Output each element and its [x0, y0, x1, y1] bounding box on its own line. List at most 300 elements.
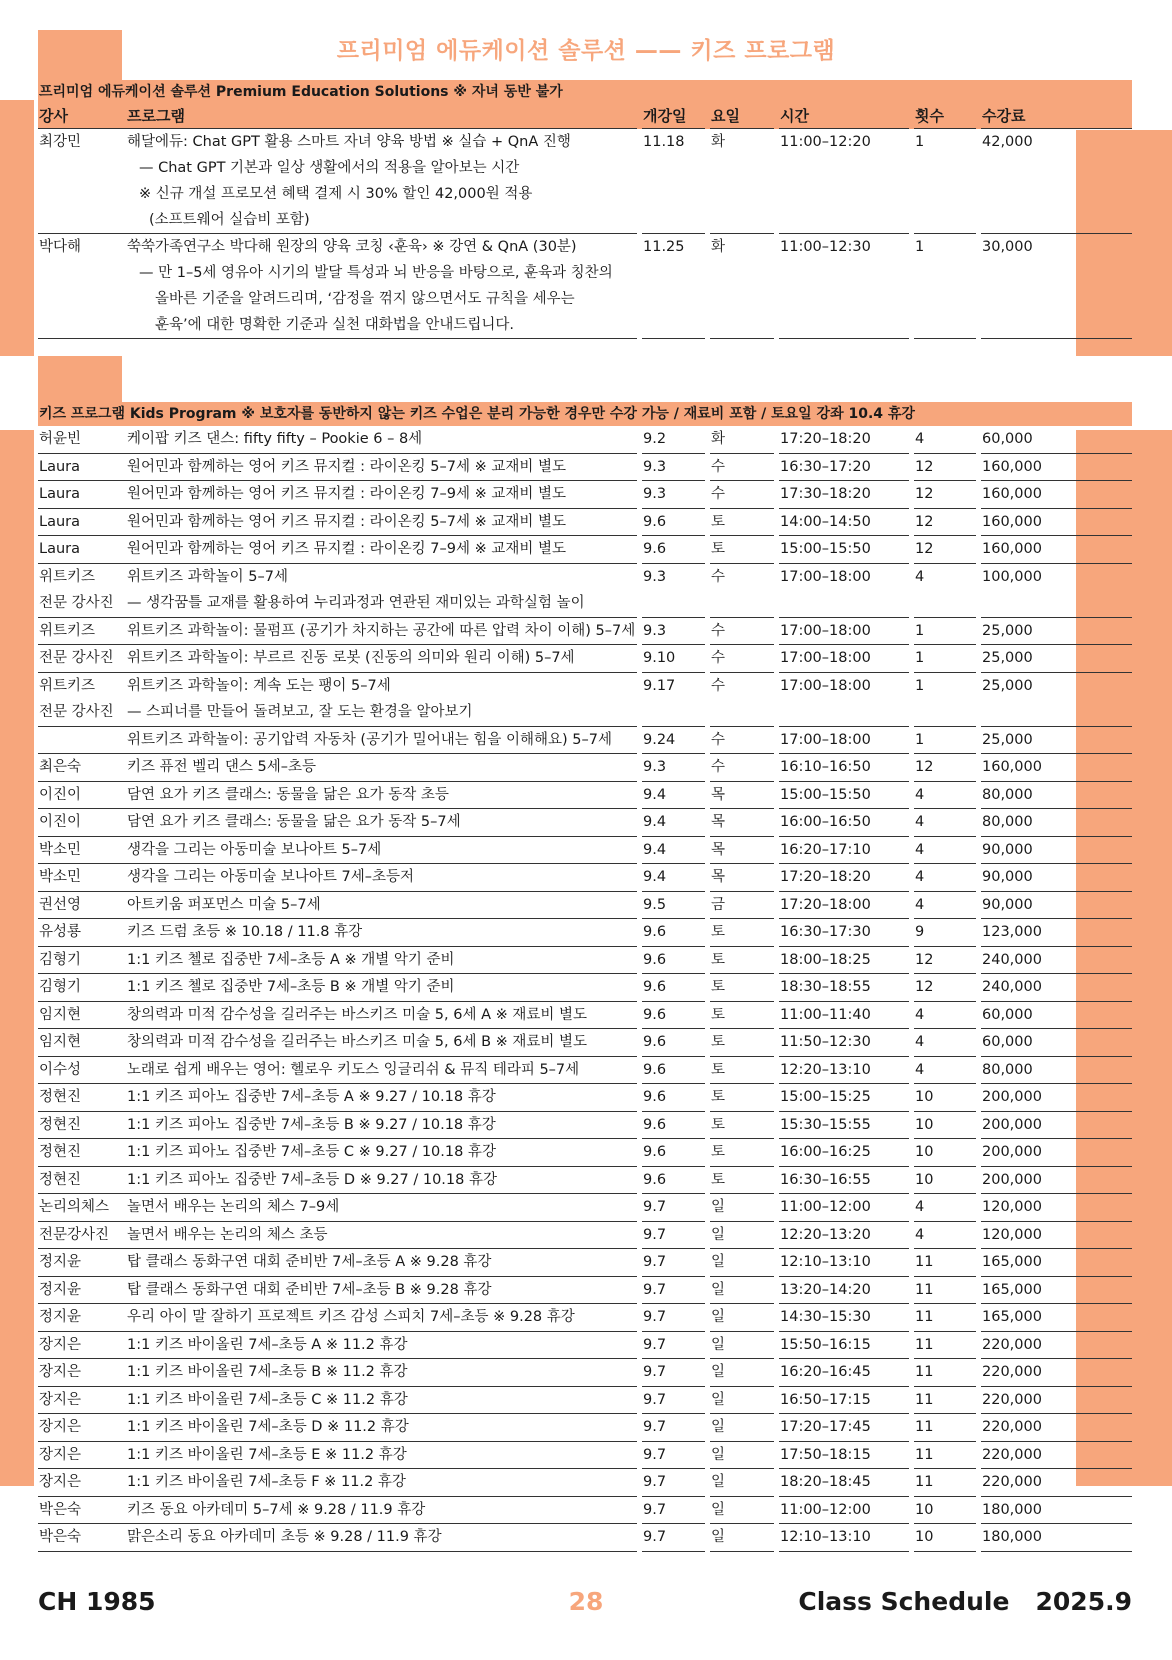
program-cell: 키즈 드럼 초등 ※ 10.18 / 11.8 휴강	[126, 919, 637, 947]
time-cell: 15:30–15:55	[779, 1112, 909, 1140]
start-date-cell: 9.6	[642, 1029, 705, 1057]
instructor-cell: 정지윤	[38, 1277, 126, 1305]
program-cell: 위트키즈 과학놀이: 물펌프 (공기가 차지하는 공간에 따른 압력 차이 이해) 5–7세	[126, 618, 637, 646]
table-row	[38, 673, 1132, 700]
program-cell: 위트키즈 과학놀이: 부르르 진동 로봇 (진동의 의미와 원리 이해) 5–7세	[126, 645, 637, 673]
instructor-cell: 정지윤	[38, 1304, 126, 1332]
count-cell: 11	[914, 1249, 976, 1277]
day-cell: 토	[710, 1112, 774, 1140]
time-cell: 18:30–18:55	[779, 974, 909, 1002]
program-cell: 1:1 키즈 첼로 집중반 7세–초등 B ※ 개별 악기 준비	[126, 974, 637, 1002]
table-row	[38, 864, 1132, 892]
premium-column-header-row	[38, 104, 1132, 129]
count-cell: 1	[914, 234, 976, 339]
instructor-cell: 정현진	[38, 1112, 126, 1140]
col-program: 프로그램	[126, 104, 637, 129]
day-cell: 수	[710, 618, 774, 646]
count-cell: 11	[914, 1359, 976, 1387]
instructor-cell: 유성룡	[38, 919, 126, 947]
count-cell: 1	[914, 727, 976, 755]
day-cell: 토	[710, 1029, 774, 1057]
program-cell: 1:1 키즈 바이올린 7세–초등 B ※ 11.2 휴강	[126, 1359, 637, 1387]
instructor-cell: 장지은	[38, 1469, 126, 1497]
table-row	[38, 947, 1132, 975]
table-row	[38, 1442, 1132, 1470]
time-cell: 15:00–15:25	[779, 1084, 909, 1112]
fee-cell: 90,000	[981, 892, 1132, 920]
start-date-cell: 9.6	[642, 1139, 705, 1167]
day-cell: 일	[710, 1524, 774, 1552]
table-row	[38, 1002, 1132, 1030]
program-cell: 놀면서 배우는 논리의 체스 7–9세	[126, 1194, 637, 1222]
start-date-cell: 9.4	[642, 809, 705, 837]
start-date-cell: 9.3	[642, 618, 705, 646]
fee-cell: 180,000	[981, 1497, 1132, 1525]
time-cell: 18:20–18:45	[779, 1469, 909, 1497]
time-cell: 17:20–18:20	[779, 426, 909, 454]
table-row	[38, 1222, 1132, 1250]
start-date-cell: 9.4	[642, 864, 705, 892]
day-cell: 토	[710, 1167, 774, 1195]
instructor-cell: 장지은	[38, 1442, 126, 1470]
fee-cell: 220,000	[981, 1469, 1132, 1497]
day-cell: 화	[710, 234, 774, 339]
program-cell: 1:1 키즈 피아노 집중반 7세–초등 B ※ 9.27 / 10.18 휴강	[126, 1112, 637, 1140]
time-cell	[779, 590, 909, 618]
instructor-cell: 정현진	[38, 1167, 126, 1195]
instructor-cell: 정지윤	[38, 1249, 126, 1277]
program-line: — 만 1–5세 영유아 시기의 발달 특성과 뇌 반응을 바탕으로, 훈육과 칭찬의	[139, 265, 613, 281]
day-cell: 일	[710, 1387, 774, 1415]
program-cell: 원어민과 함께하는 영어 키즈 뮤지컬 : 라이온킹 7–9세 ※ 교재비 별도	[126, 536, 637, 564]
day-cell: 일	[710, 1442, 774, 1470]
time-cell: 17:00–18:00	[779, 618, 909, 646]
premium-section-header: 프리미엄 에듀케이션 솔루션 Premium Education Solutions ※ 자녀 동반 불가	[38, 80, 1132, 104]
program-cell: 1:1 키즈 바이올린 7세–초등 F ※ 11.2 휴강	[126, 1469, 637, 1497]
start-date-cell: 9.6	[642, 509, 705, 537]
time-cell: 16:30–16:55	[779, 1167, 909, 1195]
fee-cell: 240,000	[981, 974, 1132, 1002]
instructor-cell: 정현진	[38, 1084, 126, 1112]
instructor-cell: 논리의체스	[38, 1194, 126, 1222]
table-row	[38, 509, 1132, 537]
count-cell: 11	[914, 1332, 976, 1360]
time-cell: 17:00–18:00	[779, 727, 909, 755]
program-line: ※ 신규 개설 프로모션 혜택 결제 시 30% 할인 42,000원 적용	[139, 186, 533, 202]
start-date-cell: 9.17	[643, 677, 676, 694]
count-cell: 12	[914, 481, 976, 509]
col-day: 요일	[710, 104, 774, 129]
instructor-cell: 이수성	[38, 1057, 126, 1085]
table-row	[38, 454, 1132, 482]
time-cell: 11:00–12:30	[779, 234, 909, 339]
count-cell: 1	[914, 618, 976, 646]
fee-cell: 30,000	[981, 234, 1132, 339]
program-line: (소프트웨어 실습비 포함)	[149, 212, 310, 228]
page-title: 프리미엄 에듀케이션 솔루션 —— 키즈 프로그램	[336, 38, 836, 64]
start-date-cell: 9.7	[642, 1387, 705, 1415]
program-cell: 1:1 키즈 바이올린 7세–초등 A ※ 11.2 휴강	[126, 1332, 637, 1360]
count-cell: 11	[914, 1414, 976, 1442]
program-cell: 생각을 그리는 아동미술 보나아트 5–7세	[126, 837, 637, 865]
instructor-cell: Laura	[38, 454, 126, 482]
premium-table	[38, 104, 1132, 339]
table-row	[38, 754, 1132, 782]
fee-cell: 160,000	[981, 454, 1132, 482]
fee-cell: 220,000	[981, 1332, 1132, 1360]
program-cell: 위트키즈 과학놀이: 공기압력 자동차 (공기가 밀어내는 힘을 이해해요) 5–7세	[126, 727, 637, 755]
kids-table	[38, 426, 1132, 1552]
time-cell: 16:30–17:30	[779, 919, 909, 947]
instructor-cell: 최은숙	[38, 754, 126, 782]
count-cell: 4	[914, 1029, 976, 1057]
footer-brand: CH 1985	[38, 1587, 156, 1616]
day-cell: 일	[710, 1222, 774, 1250]
time-cell: 16:00–16:25	[779, 1139, 909, 1167]
start-date-cell: 9.3	[642, 481, 705, 509]
count-cell: 11	[914, 1304, 976, 1332]
day-cell: 일	[710, 1469, 774, 1497]
count-cell: 12	[914, 536, 976, 564]
count-cell: 11	[914, 1442, 976, 1470]
table-row	[38, 1057, 1132, 1085]
fee-cell: 80,000	[981, 1057, 1132, 1085]
instructor-cell: 권선영	[38, 892, 126, 920]
instructor-cell: 박다해	[38, 234, 126, 339]
fee-cell: 165,000	[981, 1304, 1132, 1332]
table-row	[38, 1414, 1132, 1442]
start-date-cell: 9.7	[642, 1277, 705, 1305]
fee-cell: 42,000	[981, 129, 1132, 234]
program-line: 올바른 기준을 알려드리며, ‘감정을 꺾지 않으면서도 규칙을 세우는	[155, 291, 575, 307]
time-cell: 11:00–12:00	[779, 1497, 909, 1525]
start-date-cell: 9.4	[642, 782, 705, 810]
time-cell: 11:00–11:40	[779, 1002, 909, 1030]
time-cell: 14:30–15:30	[779, 1304, 909, 1332]
table-row	[38, 1249, 1132, 1277]
start-date-cell: 9.7	[642, 1194, 705, 1222]
program-cell: 생각을 그리는 아동미술 보나아트 7세–초등저	[126, 864, 637, 892]
count-cell: 12	[914, 974, 976, 1002]
day-cell: 토	[710, 947, 774, 975]
start-date-cell: 9.7	[642, 1222, 705, 1250]
table-row	[38, 727, 1132, 755]
start-date-cell: 9.6	[642, 1167, 705, 1195]
day-cell	[710, 590, 774, 618]
program-cell: — 스피너를 만들어 돌려보고, 잘 도는 환경을 알아보기	[126, 699, 637, 727]
table-row	[38, 1469, 1132, 1497]
count-cell: 12	[914, 947, 976, 975]
count-cell	[914, 590, 976, 618]
col-time: 시간	[779, 104, 909, 129]
table-row	[38, 590, 1132, 618]
program-line: 훈육’에 대한 명확한 기준과 실천 대화법을 안내드립니다.	[155, 317, 515, 333]
start-date-cell: 9.3	[643, 568, 667, 585]
fee-cell: 180,000	[981, 1524, 1132, 1552]
count-cell: 10	[914, 1112, 976, 1140]
program-cell: 우리 아이 말 잘하기 프로젝트 키즈 감성 스피치 7세–초등 ※ 9.28 휴강	[126, 1304, 637, 1332]
program-cell: 창의력과 미적 감수성을 길러주는 바스키즈 미술 5, 6세 A ※ 재료비 별도	[126, 1002, 637, 1030]
footer-schedule-label: Class Schedule 2025.9	[798, 1587, 1132, 1616]
day-cell: 일	[710, 1304, 774, 1332]
count-cell: 4	[915, 568, 925, 585]
start-date-cell: 9.3	[642, 454, 705, 482]
start-date-cell: 9.4	[642, 837, 705, 865]
instructor-cell: 전문 강사진	[38, 699, 126, 727]
col-count: 횟수	[914, 104, 976, 129]
fee-cell: 90,000	[981, 837, 1132, 865]
time-cell: 16:10–16:50	[779, 754, 909, 782]
count-cell: 4	[914, 1057, 976, 1085]
table-row	[38, 1084, 1132, 1112]
fee-cell: 160,000	[981, 509, 1132, 537]
day-cell: 화	[710, 426, 774, 454]
time-cell: 18:00–18:25	[779, 947, 909, 975]
start-date-cell: 9.6	[642, 974, 705, 1002]
instructor-cell: 정현진	[38, 1139, 126, 1167]
program-cell: 1:1 키즈 첼로 집중반 7세–초등 A ※ 개별 악기 준비	[126, 947, 637, 975]
start-date-cell: 9.6	[642, 1084, 705, 1112]
program-cell: 담연 요가 키즈 클래스: 동물을 닮은 요가 동작 초등	[126, 782, 637, 810]
day-cell: 수	[710, 727, 774, 755]
time-cell: 16:50–17:15	[779, 1387, 909, 1415]
instructor-cell: 장지은	[38, 1387, 126, 1415]
start-date-cell: 9.2	[642, 426, 705, 454]
instructor-cell: 김형기	[38, 974, 126, 1002]
program-line: 해달에듀: Chat GPT 활용 스마트 자녀 양육 방법 ※ 실습 + QnA 진행	[127, 134, 571, 150]
fee-cell: 165,000	[981, 1277, 1132, 1305]
start-date-cell	[642, 590, 705, 618]
table-row	[38, 234, 1132, 339]
start-date-cell: 9.7	[642, 1304, 705, 1332]
program-cell: — 생각꿈틀 교재를 활용하여 누리과정과 연관된 재미있는 과학실험 놀이	[126, 590, 637, 618]
table-row	[38, 129, 1132, 234]
table-row	[38, 1112, 1132, 1140]
instructor-cell: 이진이	[38, 809, 126, 837]
time-cell: 15:50–16:15	[779, 1332, 909, 1360]
table-row	[38, 564, 1132, 591]
day-cell: 일	[710, 1332, 774, 1360]
count-cell: 1	[915, 677, 925, 694]
fee-cell: 60,000	[981, 1029, 1132, 1057]
time-cell: 15:00–15:50	[779, 782, 909, 810]
instructor-cell: 임지현	[38, 1029, 126, 1057]
program-cell: 담연 요가 키즈 클래스: 동물을 닮은 요가 동작 5–7세	[126, 809, 637, 837]
count-cell: 12	[914, 454, 976, 482]
day-cell: 수	[710, 454, 774, 482]
program-cell: 1:1 키즈 바이올린 7세–초등 D ※ 11.2 휴강	[126, 1414, 637, 1442]
decor-strip-left-2	[0, 430, 34, 1486]
start-date-cell: 9.6	[642, 947, 705, 975]
fee-cell: 60,000	[981, 426, 1132, 454]
time-cell: 12:20–13:10	[779, 1057, 909, 1085]
time-cell: 16:20–17:10	[779, 837, 909, 865]
table-row	[38, 618, 1132, 646]
table-row	[38, 1524, 1132, 1552]
fee-cell: 160,000	[981, 754, 1132, 782]
fee-cell: 123,000	[981, 919, 1132, 947]
count-cell: 12	[914, 509, 976, 537]
fee-cell: 120,000	[981, 1194, 1132, 1222]
fee-cell: 80,000	[981, 782, 1132, 810]
instructor-cell: 김형기	[38, 947, 126, 975]
day-cell: 일	[710, 1194, 774, 1222]
time-cell	[779, 699, 909, 727]
decor-strip-left-1	[0, 100, 34, 356]
time-cell: 15:00–15:50	[779, 536, 909, 564]
day-cell: 목	[710, 809, 774, 837]
time-cell: 17:00–18:00	[779, 645, 909, 673]
time-cell: 17:50–18:15	[779, 1442, 909, 1470]
day-cell: 토	[710, 919, 774, 947]
decor-block-mid-left	[38, 356, 122, 406]
time-cell: 12:10–13:10	[779, 1524, 909, 1552]
fee-cell: 25,000	[982, 677, 1033, 694]
program-line: 쑥쑥가족연구소 박다해 원장의 양육 코칭 ‹훈육› ※ 강연 & QnA (30분)	[127, 239, 577, 255]
start-date-cell: 9.6	[642, 1057, 705, 1085]
day-cell: 토	[710, 1084, 774, 1112]
table-row	[38, 974, 1132, 1002]
program-cell: 원어민과 함께하는 영어 키즈 뮤지컬 : 라이온킹 7–9세 ※ 교재비 별도	[126, 481, 637, 509]
fee-cell: 160,000	[981, 481, 1132, 509]
count-cell: 4	[914, 809, 976, 837]
day-cell: 수	[710, 481, 774, 509]
day-cell: 수	[711, 677, 726, 694]
program-cell: 놀면서 배우는 논리의 체스 초등	[126, 1222, 637, 1250]
count-cell	[914, 699, 976, 727]
table-row	[38, 837, 1132, 865]
table-row	[38, 1139, 1132, 1167]
count-cell: 10	[914, 1167, 976, 1195]
instructor-cell: 임지현	[38, 1002, 126, 1030]
day-cell: 화	[710, 129, 774, 234]
instructor-cell: 위트키즈	[39, 677, 96, 694]
day-cell: 금	[710, 892, 774, 920]
table-row	[38, 892, 1132, 920]
day-cell: 목	[710, 864, 774, 892]
day-cell: 일	[710, 1497, 774, 1525]
fee-cell	[981, 699, 1132, 727]
fee-cell: 25,000	[981, 727, 1132, 755]
day-cell: 토	[710, 509, 774, 537]
table-row	[38, 536, 1132, 564]
program-cell: 노래로 쉽게 배우는 영어: 헬로우 키도스 잉글리쉬 & 뮤직 테라피 5–7세	[126, 1057, 637, 1085]
day-cell: 일	[710, 1359, 774, 1387]
program-cell: 맑은소리 동요 아카데미 초등 ※ 9.28 / 11.9 휴강	[126, 1524, 637, 1552]
time-cell: 17:20–17:45	[779, 1414, 909, 1442]
col-fee: 수강료	[981, 104, 1132, 129]
program-cell	[126, 234, 637, 339]
table-row	[38, 1332, 1132, 1360]
time-cell: 16:20–16:45	[779, 1359, 909, 1387]
count-cell: 11	[914, 1277, 976, 1305]
fee-cell	[981, 590, 1132, 618]
table-row	[38, 1167, 1132, 1195]
program-cell: 키즈 퓨전 벨리 댄스 5세–초등	[126, 754, 637, 782]
day-cell: 일	[710, 1249, 774, 1277]
fee-cell: 100,000	[982, 568, 1042, 585]
start-date-cell: 9.6	[642, 536, 705, 564]
program-cell: 아트키움 퍼포먼스 미술 5–7세	[126, 892, 637, 920]
program-cell: 원어민과 함께하는 영어 키즈 뮤지컬 : 라이온킹 5–7세 ※ 교재비 별도	[126, 454, 637, 482]
count-cell: 1	[914, 129, 976, 234]
fee-cell: 25,000	[981, 645, 1132, 673]
col-start: 개강일	[642, 104, 705, 129]
day-cell: 목	[710, 837, 774, 865]
count-cell: 1	[914, 645, 976, 673]
fee-cell: 220,000	[981, 1387, 1132, 1415]
start-date-cell: 9.7	[642, 1442, 705, 1470]
count-cell: 10	[914, 1524, 976, 1552]
instructor-cell: 장지은	[38, 1359, 126, 1387]
fee-cell: 160,000	[981, 536, 1132, 564]
start-date-cell: 9.7	[642, 1497, 705, 1525]
start-date-cell: 9.5	[642, 892, 705, 920]
time-cell: 11:00–12:00	[779, 1194, 909, 1222]
instructor-cell: Laura	[38, 536, 126, 564]
start-date-cell: 11.25	[642, 234, 705, 339]
count-cell: 10	[914, 1139, 976, 1167]
instructor-cell: 장지은	[38, 1332, 126, 1360]
instructor-cell: 위트키즈	[39, 568, 96, 585]
start-date-cell: 9.3	[642, 754, 705, 782]
count-cell: 4	[914, 1002, 976, 1030]
count-cell: 4	[914, 1222, 976, 1250]
col-instructor: 강사	[38, 104, 126, 129]
program-cell: 1:1 키즈 피아노 집중반 7세–초등 D ※ 9.27 / 10.18 휴강	[126, 1167, 637, 1195]
fee-cell: 120,000	[981, 1222, 1132, 1250]
time-cell: 17:30–18:20	[779, 481, 909, 509]
start-date-cell: 9.7	[642, 1332, 705, 1360]
program-cell: 위트키즈 과학놀이: 계속 도는 팽이 5–7세	[127, 677, 391, 694]
fee-cell: 220,000	[981, 1414, 1132, 1442]
start-date-cell: 11.18	[642, 129, 705, 234]
table-row	[38, 426, 1132, 454]
table-row	[38, 919, 1132, 947]
kids-section-header: 키즈 프로그램 Kids Program ※ 보호자를 동반하지 않는 키즈 수업은 분리 가능한 경우만 수강 가능 / 재료비 포함 / 토요일 강좌 10.4 휴강	[38, 402, 1132, 426]
day-cell: 수	[710, 754, 774, 782]
start-date-cell: 9.6	[642, 919, 705, 947]
program-cell: 탑 클래스 동화구연 대회 준비반 7세–초등 B ※ 9.28 휴강	[126, 1277, 637, 1305]
instructor-cell: 전문 강사진	[38, 645, 126, 673]
table-row	[38, 1277, 1132, 1305]
instructor-cell: 박소민	[38, 864, 126, 892]
time-cell: 16:00–16:50	[779, 809, 909, 837]
start-date-cell	[642, 699, 705, 727]
instructor-cell: 허윤빈	[38, 426, 126, 454]
program-cell	[126, 129, 637, 234]
fee-cell: 200,000	[981, 1112, 1132, 1140]
instructor-cell: 전문강사진	[38, 1222, 126, 1250]
time-cell: 17:00–18:00	[780, 677, 871, 694]
count-cell: 10	[914, 1084, 976, 1112]
count-cell: 4	[914, 864, 976, 892]
table-row	[38, 481, 1132, 509]
program-cell: 1:1 키즈 피아노 집중반 7세–초등 A ※ 9.27 / 10.18 휴강	[126, 1084, 637, 1112]
time-cell: 12:20–13:20	[779, 1222, 909, 1250]
fee-cell: 80,000	[981, 809, 1132, 837]
time-cell: 17:20–18:20	[779, 864, 909, 892]
fee-cell: 165,000	[981, 1249, 1132, 1277]
program-cell: 위트키즈 과학놀이 5–7세	[127, 568, 288, 585]
start-date-cell: 9.24	[642, 727, 705, 755]
instructor-cell: 위트키즈	[38, 618, 126, 646]
table-row	[38, 1194, 1132, 1222]
start-date-cell: 9.7	[642, 1249, 705, 1277]
time-cell: 13:20–14:20	[779, 1277, 909, 1305]
fee-cell: 25,000	[981, 618, 1132, 646]
day-cell: 목	[710, 782, 774, 810]
